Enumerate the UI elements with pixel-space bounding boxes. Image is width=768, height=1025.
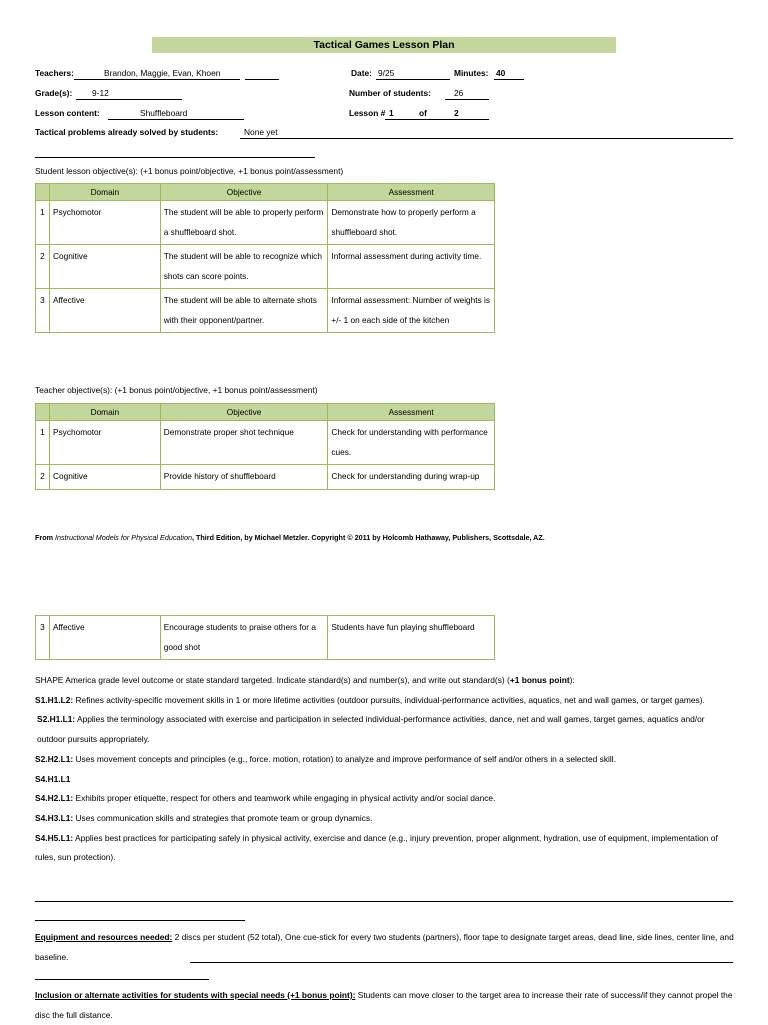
row-number: 1 [36,201,50,245]
domain-cell: Affective [49,289,160,333]
standard-item [35,691,735,711]
domain-cell: Cognitive [49,245,160,289]
content-value: Shuffleboard [140,108,188,118]
grades-value: 9-12 [92,88,109,98]
assessment-cell: Informal assessment: Number of weights is +/- 1 on each side of the kitchen [328,289,495,333]
grades-label: Grade(s): [35,88,73,98]
objective-cell: The student will be able to recognize which shots can score points. [160,245,328,289]
students-label: Number of students: [349,88,431,98]
equipment-label: Equipment and resources needed: [35,932,173,942]
row-number: 2 [36,465,50,490]
assessment-cell: Check for understanding with performance cues. [328,421,495,465]
table-header-row [36,184,495,201]
standard-code: S2.H1.L1: [37,714,76,725]
date-label: Date: [351,68,372,78]
table-row [36,201,495,245]
assessment-cell: Students have fun playing shuffleboard [328,616,495,660]
column-header: Assessment [328,404,495,421]
standard-item [35,809,735,829]
teachers-value: Brandon, Maggie, Evan, Khoen [104,68,221,78]
column-header: Objective [160,184,328,201]
column-header [36,404,50,421]
column-header: Domain [49,184,160,201]
tactical-value: None yet [244,127,278,137]
standard-text: Exhibits proper etiquette, respect for others and teamwork while engaging in physical activity and/or social dance. [73,793,496,804]
students-value: 26 [454,88,464,98]
minutes-value: 40 [496,68,506,78]
row-number: 3 [36,616,50,660]
standards-intro [35,671,735,691]
standard-item [35,750,735,770]
standard-code: S4.H1.L1 [35,773,71,784]
of-label: of [419,108,427,118]
content-label: Lesson content: [35,108,100,118]
table-row [36,616,495,660]
standards-intro-text: SHAPE America grade level outcome or state standard targeted. Indicate standard(s) and number(s), and write out standard(s) ( [35,675,510,685]
table-row [36,465,495,490]
domain-cell: Psychomotor [49,421,160,465]
lesson-label: Lesson # [349,108,386,118]
standards-section [35,671,735,868]
page-title: Tactical Games Lesson Plan [152,37,616,53]
student-objectives-heading: Student lesson objective(s): (+1 bonus point/objective, +1 bonus point/assessment) [35,166,344,176]
domain-cell: Cognitive [49,465,160,490]
date-value: 9/25 [378,68,395,78]
standard-code: S4.H3.L1: [35,812,74,823]
of-value: 2 [454,108,459,118]
objective-cell: Encourage students to praise others for a good shot [160,616,328,660]
table-row [36,421,495,465]
standard-text: Uses movement concepts and principles (e.g., force. motion, rotation) to analyze and improve performance of self and/or others in a selected skill. [73,753,616,764]
credit-book-title: Instructional Models for Physical Education [54,533,192,542]
objective-cell: Demonstrate proper shot technique [160,421,328,465]
table-row [36,289,495,333]
standard-code: S2.H2.L1: [35,753,74,764]
objective-cell: The student will be able to alternate shots with their opponent/partner. [160,289,328,333]
objective-cell: The student will be able to properly perform a shuffleboard shot. [160,201,328,245]
domain-cell: Affective [49,616,160,660]
row-number: 1 [36,421,50,465]
standard-code: S4.H5.L1: [35,832,74,843]
standard-item [35,710,735,749]
standard-code: S4.H2.L1: [35,793,74,804]
standards-intro-bonus: +1 bonus point [509,675,570,685]
column-header: Domain [49,404,160,421]
teacher-objectives-table-continued [35,615,495,660]
assessment-cell: Informal assessment during activity time. [328,245,495,289]
copyright-credit [35,533,545,542]
lesson-value: 1 [389,108,394,118]
equipment-text: 2 discs per student (52 total), One cue-stick for every two students (partners), floor tape to designate target areas, dead line, side lines, center line, and baseline. [35,932,734,962]
credit-from: From [35,533,53,542]
assessment-cell: Demonstrate how to properly perform a shuffleboard shot. [328,201,495,245]
column-header [36,184,50,201]
standard-text: Uses communication skills and strategies that promote team or group dynamics. [73,812,373,823]
inclusion-section [35,986,735,1025]
minutes-label: Minutes: [454,68,489,78]
objective-cell: Provide history of shuffleboard [160,465,328,490]
standards-intro-end: ): [569,675,575,685]
tactical-label: Tactical problems already solved by students: [35,127,219,137]
standard-item [35,770,735,790]
inclusion-label: Inclusion or alternate activities for students with special needs (+1 bonus point): [35,990,356,1000]
student-objectives-table [35,183,495,333]
table-header-row [36,404,495,421]
row-number: 3 [36,289,50,333]
domain-cell: Psychomotor [49,201,160,245]
credit-rest: , Third Edition, by Michael Metzler. Copyright © 2011 by Holcomb Hathaway, Publishers, Scottsdale, AZ. [192,533,545,542]
table-row [36,245,495,289]
standard-item [35,829,735,868]
standard-text: Applies best practices for participating safely in physical activity, exercise and dance (e.g., injury prevention, proper alignment, hydration, use of equipment, implementation of rules, sun protection). [35,832,718,863]
teacher-objectives-table [35,403,495,490]
assessment-cell: Check for understanding during wrap-up [328,465,495,490]
column-header: Objective [160,404,328,421]
standard-text: Applies the terminology associated with exercise and participation in selected individual-performance activities, dance, net and wall games, target games, aquatics and/or outdoor pursuits appropriately. [37,714,705,745]
teachers-label: Teachers: [35,68,74,78]
inclusion-text: Students can move closer to the target area to increase their rate of success/if they cannot propel the disc the full distance. [35,990,733,1020]
column-header: Assessment [328,184,495,201]
standard-text: Refines activity-specific movement skills in 1 or more lifetime activities (outdoor pursuits, individual-performance activities, aquatics, net and wall games, or target games). [73,694,705,705]
standard-item [35,789,735,809]
standard-code: S1.H1.L2: [35,694,74,705]
teacher-objectives-heading: Teacher objective(s): (+1 bonus point/objective, +1 bonus point/assessment) [35,385,318,395]
row-number: 2 [36,245,50,289]
